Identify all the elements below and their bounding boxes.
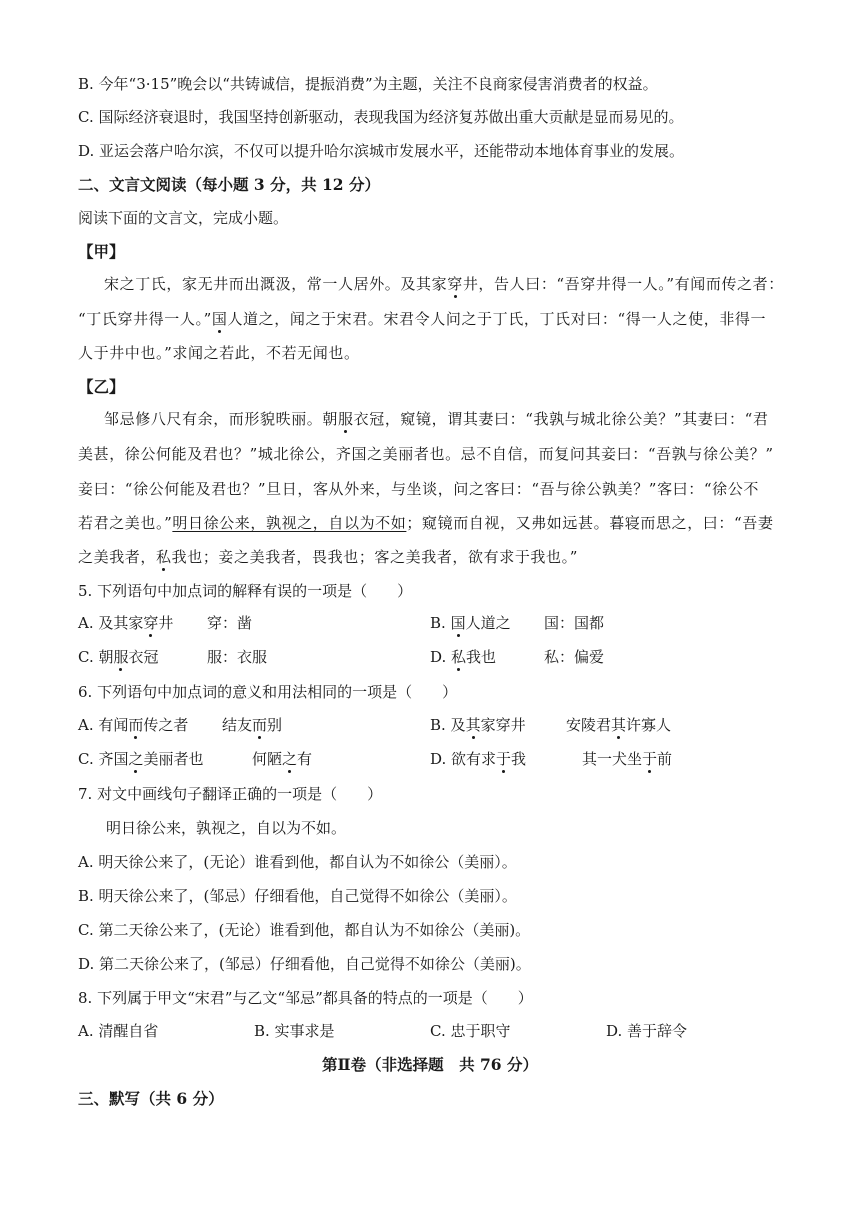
q8-option-a: A. 清醒自省 bbox=[78, 1022, 159, 1040]
q5-option-c-gloss: 服：衣服 bbox=[207, 648, 268, 666]
question-5-stem: 5. 下列语句中加点词的解释有误的一项是（ ） bbox=[78, 582, 413, 600]
q5-option-d: D. 私我也 bbox=[430, 648, 497, 666]
question-7-stem: 7. 对文中画线句子翻译正确的一项是（ ） bbox=[78, 785, 383, 803]
dotted-char: 于 bbox=[642, 750, 658, 768]
passage-yi-line-3: 妾曰：“徐公何能及君也？”旦日，客从外来，与坐谈，问之客曰：“吾与徐公孰美？”客曰：“徐公不 bbox=[78, 480, 759, 498]
question-7-quote: 明日徐公来，孰视之，自以为不如。 bbox=[106, 819, 347, 837]
passage-jia-line-1: 宋之丁氏，家无井而出溉汲，常一人居外。及其家穿井，告人曰：“吾穿井得一人。”有闻而传之者： bbox=[104, 275, 784, 293]
q5-option-a: A. 及其家穿井 bbox=[78, 614, 174, 632]
q6-option-c-left: C. 齐国之美丽者也 bbox=[78, 750, 204, 768]
q5-option-b-gloss: 国：国都 bbox=[544, 614, 605, 632]
dotted-char: 国 bbox=[450, 614, 466, 632]
dotted-char: 私 bbox=[156, 548, 172, 566]
passage-yi-line-1: 邹忌修八尺有余，而形貌昳丽。朝服衣冠，窥镜，谓其妻曰：“我孰与城北徐公美？”其妻曰：“君 bbox=[104, 410, 769, 428]
dotted-char: 国 bbox=[211, 310, 228, 328]
q6-option-d-right: 其一犬坐于前 bbox=[582, 750, 673, 768]
dotted-char: 服 bbox=[113, 648, 129, 666]
q5-option-d-gloss: 私：偏爱 bbox=[544, 648, 605, 666]
q6-option-d-left: D. 欲有求于我 bbox=[430, 750, 527, 768]
dotted-char: 而 bbox=[128, 716, 144, 734]
part-2-title: 第Ⅱ卷（非选择题 共 76 分） bbox=[322, 1055, 538, 1074]
passage-yi-line-5: 之美我者，私我也；妾之美我者，畏我也；客之美我者，欲有求于我也。” bbox=[78, 548, 578, 566]
section-3-title: 三、默写（共 6 分） bbox=[78, 1089, 224, 1108]
q8-option-d: D. 善于辞令 bbox=[606, 1022, 688, 1040]
option-d: D. 亚运会落户哈尔滨，不仅可以提升哈尔滨城市发展水平，还能带动本地体育事业的发展。 bbox=[78, 142, 685, 160]
q5-option-b: B. 国人道之 bbox=[430, 614, 511, 632]
q8-option-c: C. 忠于职守 bbox=[430, 1022, 511, 1040]
dotted-char: 之 bbox=[128, 750, 144, 768]
dotted-char: 私 bbox=[451, 648, 467, 666]
section-2-instruction: 阅读下面的文言文，完成小题。 bbox=[78, 209, 289, 227]
q6-option-a-right: 结友而别 bbox=[222, 716, 283, 734]
passage-yi-line-4: 若君之美也。”明日徐公来，孰视之，自以为不如；窥镜而自视，又弗如远甚。暮寝而思之，曰：“吾妻 bbox=[78, 514, 774, 532]
section-2-title: 二、文言文阅读（每小题 3 分，共 12 分） bbox=[78, 175, 380, 194]
q6-option-a-left: A. 有闻而传之者 bbox=[78, 716, 189, 734]
dotted-char: 穿 bbox=[447, 275, 463, 293]
q7-option-d: D. 第二天徐公来了，(邹忌）仔细看他，自己觉得不如徐公（美丽)。 bbox=[78, 955, 531, 973]
dotted-char: 而 bbox=[252, 716, 268, 734]
passage-yi-label: 【乙】 bbox=[78, 377, 125, 396]
q7-option-c: C. 第二天徐公来了，(无论）谁看到他，都自认为不如徐公（美丽)。 bbox=[78, 921, 531, 939]
dotted-char: 其 bbox=[465, 716, 481, 734]
dotted-char: 于 bbox=[496, 750, 512, 768]
question-6-stem: 6. 下列语句中加点词的意义和用法相同的一项是（ ） bbox=[78, 683, 458, 701]
q7-option-b: B. 明天徐公来了，(邹忌）仔细看他，自己觉得不如徐公（美丽）。 bbox=[78, 887, 517, 905]
option-b: B. 今年“3·15”晚会以“共铸诚信，提振消费”为主题，关注不良商家侵害消费者的权益。 bbox=[78, 75, 658, 93]
dotted-char: 其 bbox=[611, 716, 627, 734]
passage-jia-line-2: “丁氏穿井得一人。”国人道之，闻之于宋君。宋君令人问之于丁氏，丁氏对曰：“得一人之使，非得一 bbox=[78, 310, 767, 328]
q7-option-a: A. 明天徐公来了，(无论）谁看到他，都自认为不如徐公（美丽）。 bbox=[78, 853, 517, 871]
dotted-char: 穿 bbox=[143, 614, 159, 632]
underlined-sentence: 明日徐公来，孰视之，自以为不如 bbox=[172, 514, 407, 532]
q6-option-b-right: 安陵君其许寡人 bbox=[566, 716, 672, 734]
passage-yi-line-2: 美甚，徐公何能及君也？”城北徐公，齐国之美丽者也。忌不自信，而复问其妾曰：“吾孰与徐公美？” bbox=[78, 445, 774, 463]
q5-option-a-gloss: 穿：凿 bbox=[207, 614, 253, 632]
q6-option-c-right: 何陋之有 bbox=[252, 750, 313, 768]
q8-option-b: B. 实事求是 bbox=[254, 1022, 335, 1040]
question-8-stem: 8. 下列属于甲文“宋君”与乙文“邹忌”都具备的特点的一项是（ ） bbox=[78, 989, 533, 1007]
dotted-char: 服 bbox=[338, 410, 354, 428]
passage-jia-line-3: 人于井中也。”求闻之若此，不若无闻也。 bbox=[78, 344, 360, 362]
dotted-char: 之 bbox=[282, 750, 298, 768]
q6-option-b-left: B. 及其家穿井 bbox=[430, 716, 526, 734]
q5-option-c: C. 朝服衣冠 bbox=[78, 648, 159, 666]
passage-jia-label: 【甲】 bbox=[78, 242, 125, 261]
option-c: C. 国际经济衰退时，我国坚持创新驱动，表现我国为经济复苏做出重大贡献是显而易见的。 bbox=[78, 108, 684, 126]
